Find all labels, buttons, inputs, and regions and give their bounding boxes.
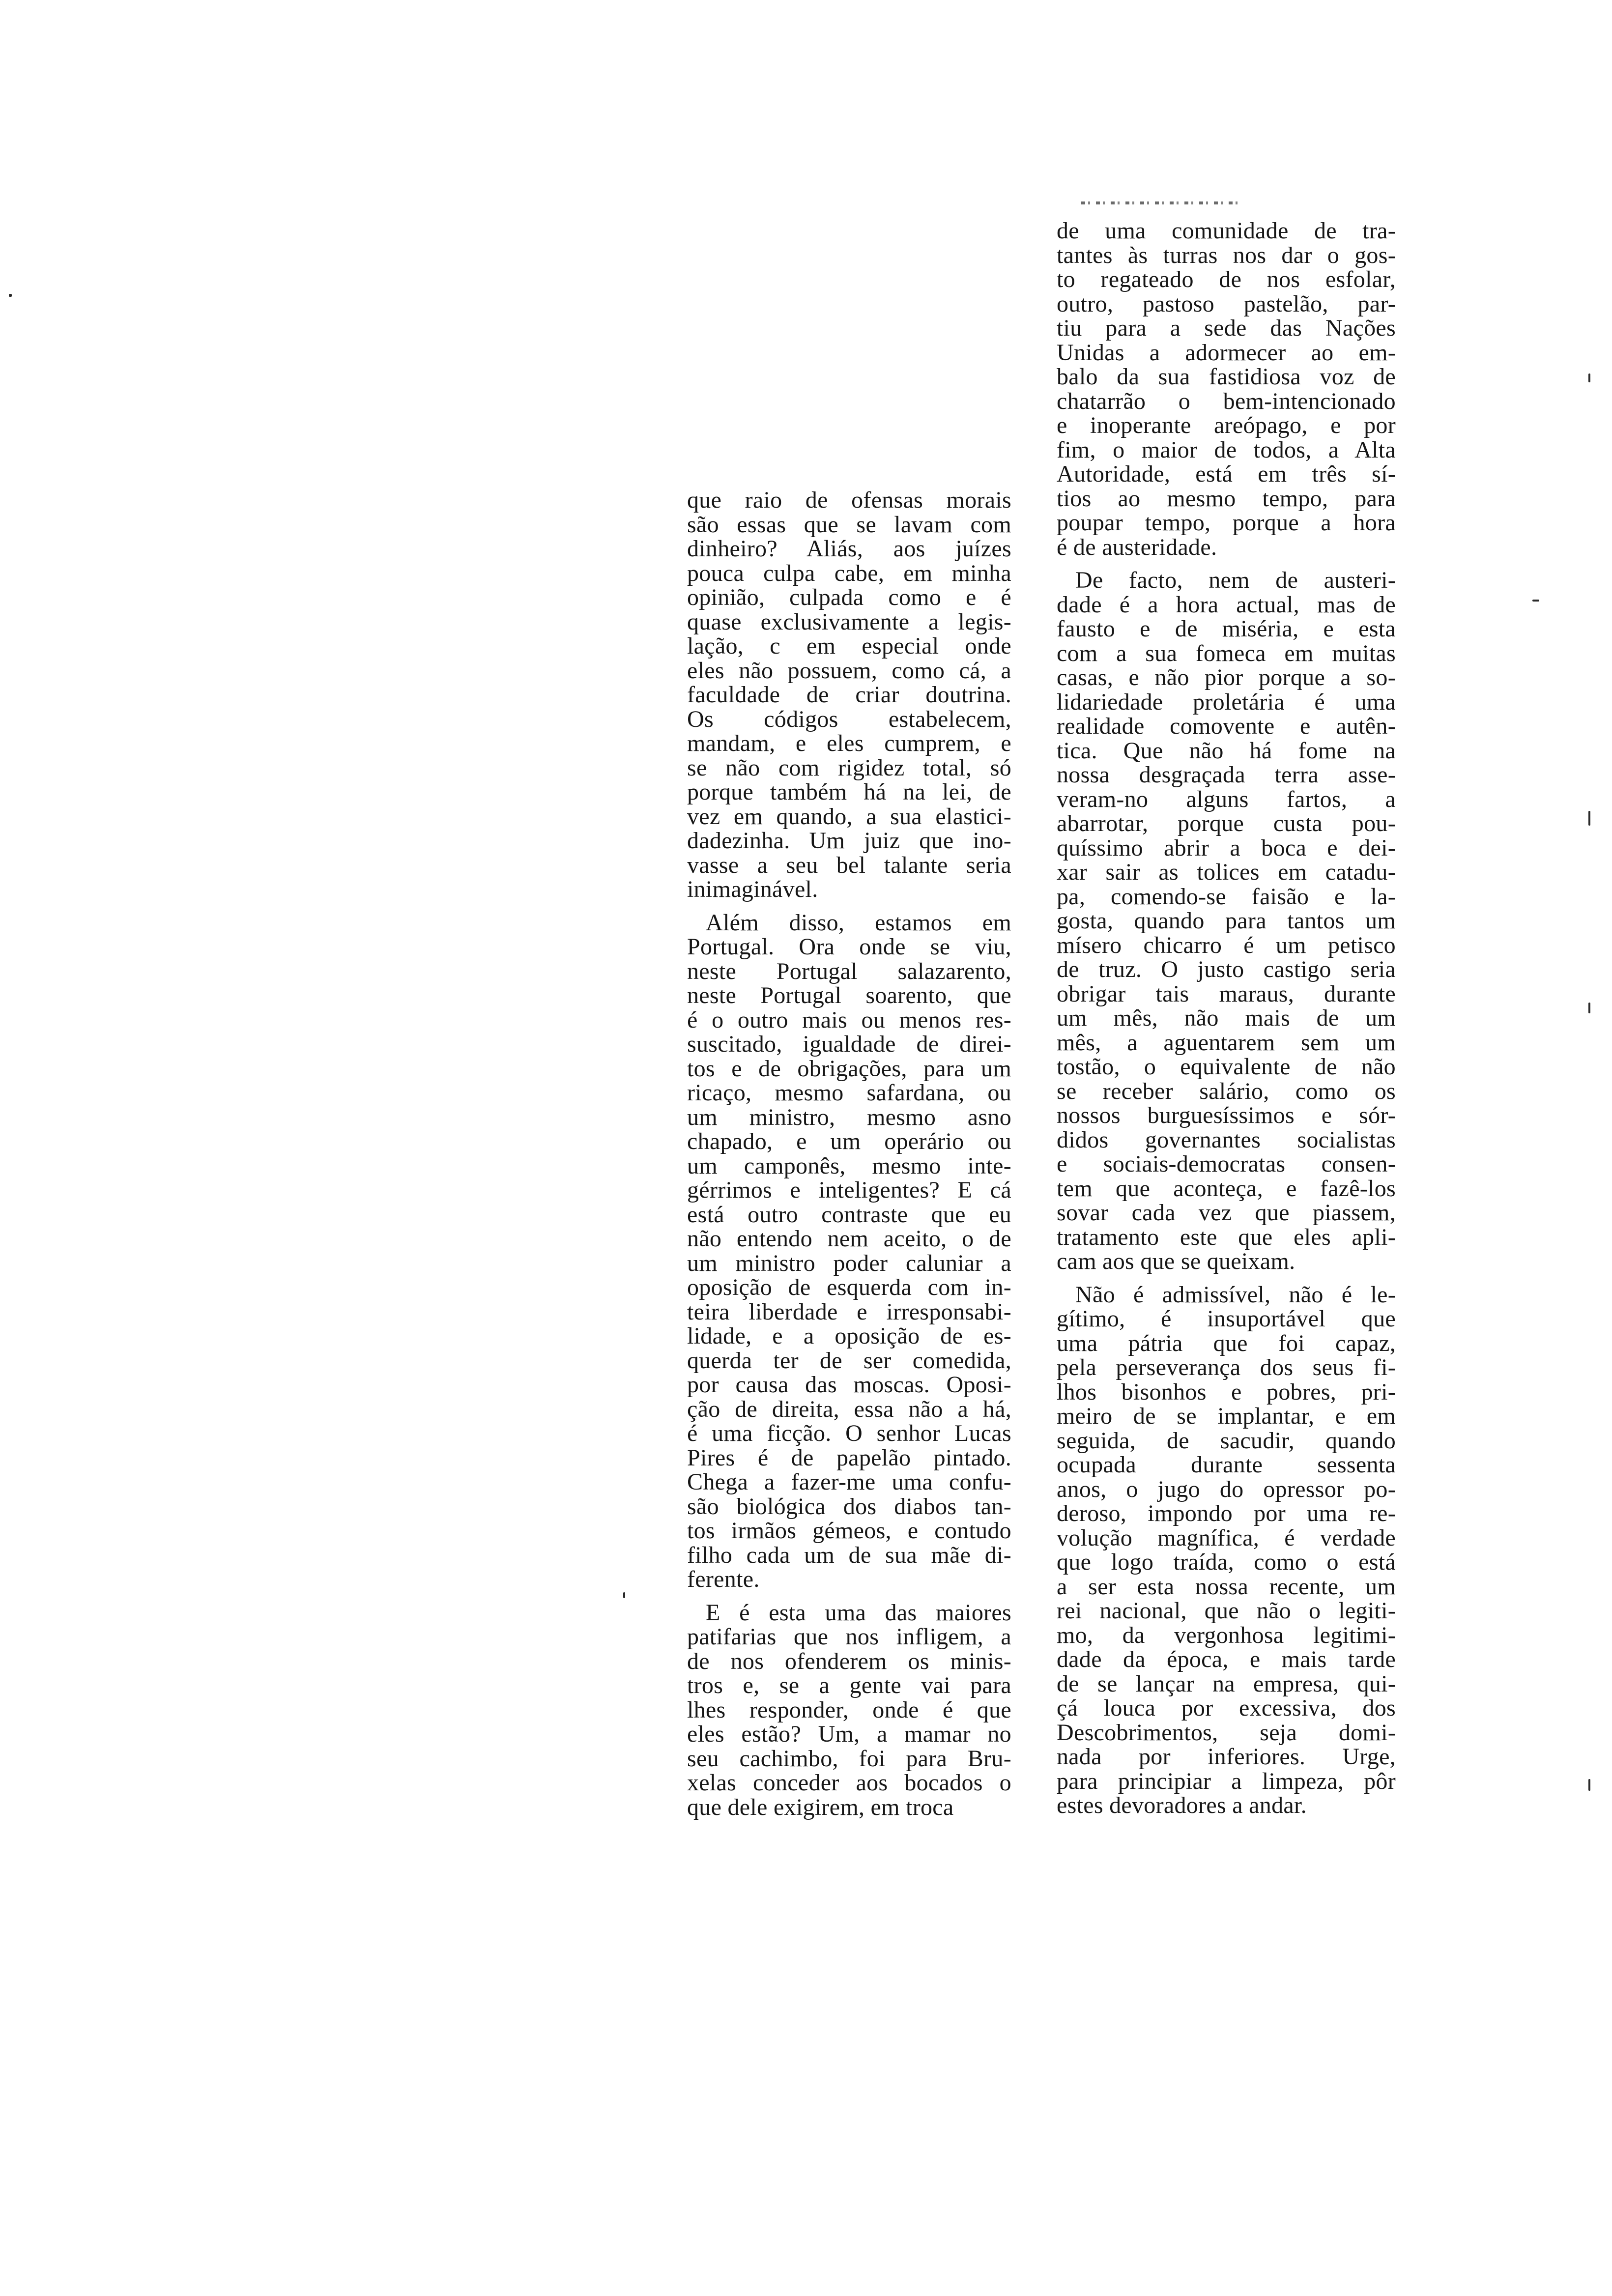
article-line: faculdade de criar doutrina.	[687, 682, 1011, 708]
article-line: inimaginável.	[687, 876, 818, 902]
article-paragraph	[1057, 1283, 1396, 1818]
scan-speck	[1532, 600, 1539, 602]
article-line: que dele exigirem, em troca	[687, 1794, 954, 1820]
article-line: com a sua fomeca em muitas	[1057, 640, 1396, 666]
article-line: De facto, nem de austeri-	[1075, 567, 1396, 593]
article-line: por causa das moscas. Oposi-	[687, 1372, 1011, 1398]
article-line: mandam, e eles cumprem, e	[687, 730, 1011, 756]
article-line: para principiar a limpeza, pôr	[1057, 1768, 1396, 1794]
article-line: e sociais-democratas consen-	[1057, 1151, 1396, 1177]
article-line: tios ao mesmo tempo, para	[1057, 485, 1396, 512]
article-line: xelas conceder aos bocados o	[687, 1770, 1011, 1796]
article-line: se receber salário, como os	[1057, 1078, 1396, 1104]
scan-speck	[1588, 1003, 1590, 1013]
article-line: de truz. O justo castigo seria	[1057, 956, 1396, 982]
article-paragraph	[687, 911, 1011, 1592]
article-line: pouca culpa cabe, em minha	[687, 560, 1011, 586]
article-line: anos, o jugo do opressor po-	[1057, 1476, 1396, 1502]
article-line: de nos ofenderem os minis-	[687, 1648, 1011, 1674]
article-line: çá louca por excessiva, dos	[1057, 1695, 1396, 1721]
article-paragraph	[1057, 568, 1396, 1274]
article-line: tem que aconteça, e fazê-los	[1057, 1175, 1396, 1202]
article-line: casas, e não pior porque a so-	[1057, 664, 1396, 690]
article-line: ocupada durante sessenta	[1057, 1452, 1396, 1478]
article-line: tiu para a sede das Nações	[1057, 315, 1396, 341]
article-line: filho cada um de sua mãe di-	[687, 1542, 1011, 1568]
article-line: neste Portugal soarento, que	[687, 982, 1011, 1008]
article-line: meiro de se implantar, e em	[1057, 1403, 1396, 1429]
article-line: chatarrão o bem-intencionado	[1057, 388, 1396, 414]
article-line: tos irmãos gémeos, e contudo	[687, 1518, 1011, 1544]
article-line: seguida, de sacudir, quando	[1057, 1427, 1396, 1454]
article-line: suscitado, igualdade de direi-	[687, 1031, 1011, 1057]
article-line: realidade comovente e autên-	[1057, 713, 1396, 739]
article-line: oposição de esquerda com in-	[687, 1274, 1011, 1300]
article-line: fausto e de miséria, e esta	[1057, 616, 1396, 642]
article-line: lhos bisonhos e pobres, pri-	[1057, 1378, 1396, 1405]
article-line: Portugal. Ora onde se viu,	[687, 934, 1011, 960]
article-line: é uma ficção. O senhor Lucas	[687, 1420, 1011, 1446]
article-line: são biológica dos diabos tan-	[687, 1493, 1011, 1520]
scan-speck	[623, 1592, 625, 1598]
article-line: neste Portugal salazarento,	[687, 958, 1011, 984]
article-line: volução magnífica, é verdade	[1057, 1524, 1396, 1551]
article-line: um mês, não mais de um	[1057, 1005, 1396, 1031]
article-line: to regateado de nos esfolar,	[1057, 266, 1396, 292]
article-line: tratamento este que eles apli-	[1057, 1224, 1396, 1250]
article-line: a ser esta nossa recente, um	[1057, 1573, 1396, 1600]
article-line: teira liberdade e irresponsabi-	[687, 1298, 1011, 1325]
article-line: outro, pastoso pastelão, par-	[1057, 290, 1396, 317]
article-line: vasse a seu bel talante seria	[687, 852, 1011, 878]
article-line: ferente.	[687, 1566, 760, 1592]
article-line: tostão, o equivalente de não	[1057, 1054, 1396, 1080]
article-line: pela perseverança dos seus fi-	[1057, 1354, 1396, 1380]
article-line: um ministro, mesmo asno	[687, 1104, 1011, 1130]
article-line: são essas que se lavam com	[687, 511, 1011, 538]
article-paragraph	[687, 1601, 1011, 1820]
scan-speck	[1588, 1779, 1590, 1791]
scan-speck	[1588, 811, 1590, 826]
article-line: Unidas a adormecer ao em-	[1057, 339, 1396, 366]
article-line: vez em quando, a sua elastici-	[687, 803, 1011, 830]
article-line: obrigar tais maraus, durante	[1057, 980, 1396, 1007]
article-line: se não com rigidez total, só	[687, 754, 1011, 781]
article-line: chapado, e um operário ou	[687, 1128, 1011, 1154]
article-line: mísero chicarro é um petisco	[1057, 932, 1396, 958]
article-line: lidariedade proletária é uma	[1057, 689, 1396, 715]
article-line: lhes responder, onde é que	[687, 1696, 1011, 1723]
article-line: dinheiro? Aliás, aos juízes	[687, 536, 1011, 562]
article-line: é o outro mais ou menos res-	[687, 1006, 1011, 1033]
article-line: rei nacional, que não o legiti-	[1057, 1598, 1396, 1624]
article-line: dadezinha. Um juiz que ino-	[687, 828, 1011, 854]
article-paragraph	[687, 488, 1011, 902]
article-line: Descobrimentos, seja domi-	[1057, 1719, 1396, 1746]
article-line: sovar cada vez que piassem,	[1057, 1200, 1396, 1226]
article-line: Chega a fazer-me uma confu-	[687, 1469, 1011, 1495]
article-line: didos governantes socialistas	[1057, 1126, 1396, 1153]
article-line: que raio de ofensas morais	[687, 487, 1011, 513]
article-line: ricaço, mesmo safardana, ou	[687, 1080, 1011, 1106]
article-line: nossos burguesíssimos e sór-	[1057, 1102, 1396, 1128]
article-line: é de austeridade.	[1057, 534, 1217, 560]
article-line: tantes às turras nos dar o gos-	[1057, 242, 1396, 268]
article-line: dade é a hora actual, mas de	[1057, 591, 1396, 618]
article-line: lação, c em especial onde	[687, 633, 1011, 659]
article-line: quase exclusivamente a legis-	[687, 608, 1011, 635]
article-line: tros e, se a gente vai para	[687, 1672, 1011, 1698]
article-line: uma pátria que foi capaz,	[1057, 1330, 1396, 1356]
article-line: deroso, impondo por uma re-	[1057, 1500, 1396, 1526]
article-paragraph	[1057, 219, 1396, 559]
article-line: Não é admissível, não é le-	[1075, 1281, 1396, 1308]
article-line: gérrimos e inteligentes? E cá	[687, 1177, 1011, 1203]
scan-noise-top	[1081, 201, 1243, 204]
article-line: balo da sua fastidiosa voz de	[1057, 364, 1396, 390]
article-line: nada por inferiores. Urge,	[1057, 1744, 1396, 1770]
article-line: tos e de obrigações, para um	[687, 1055, 1011, 1082]
article-line: abarrotar, porque custa pou-	[1057, 810, 1396, 836]
article-line: dade da época, e mais tarde	[1057, 1646, 1396, 1672]
article-line: fim, o maior de todos, a Alta	[1057, 436, 1396, 463]
article-line: seu cachimbo, foi para Bru-	[687, 1745, 1011, 1772]
article-line: opinião, culpada como e é	[687, 584, 1011, 610]
article-line: lidade, e a oposição de es-	[687, 1323, 1011, 1349]
article-line: um camponês, mesmo inte-	[687, 1152, 1011, 1179]
article-line: eles estão? Um, a mamar no	[687, 1721, 1011, 1747]
article-line: E é esta uma das maiores	[706, 1599, 1011, 1626]
article-line: um ministro poder caluniar a	[687, 1250, 1011, 1276]
article-line: estes devoradores a andar.	[1057, 1792, 1307, 1818]
article-line: Pires é de papelão pintado.	[687, 1444, 1011, 1471]
article-line: não entendo nem aceito, o de	[687, 1226, 1011, 1252]
article-column-left	[687, 488, 1011, 1819]
article-line: que logo traída, como o está	[1057, 1549, 1396, 1575]
article-line: nossa desgraçada terra asse-	[1057, 762, 1396, 788]
article-line: xar sair as tolices em catadu-	[1057, 859, 1396, 885]
article-line: Os códigos estabelecem,	[687, 706, 1011, 732]
article-line: poupar tempo, porque a hora	[1057, 510, 1396, 536]
article-line: pa, comendo-se faisão e la-	[1057, 883, 1396, 910]
article-line: e inoperante areópago, e por	[1057, 412, 1396, 438]
scan-speck	[1588, 373, 1590, 382]
article-line: mês, a aguentarem sem um	[1057, 1029, 1396, 1056]
article-line: cam aos que se queixam.	[1057, 1248, 1295, 1274]
article-line: quíssimo abrir a boca e dei-	[1057, 834, 1396, 861]
article-line: de uma comunidade de tra-	[1057, 218, 1396, 244]
article-line: está outro contraste que eu	[687, 1201, 1011, 1228]
article-line: gosta, quando para tantos um	[1057, 908, 1396, 934]
article-column-right	[1057, 219, 1396, 1818]
article-line: patifarias que nos infligem, a	[687, 1624, 1011, 1650]
article-line: querda ter de ser comedida,	[687, 1347, 1011, 1374]
article-line: porque também há na lei, de	[687, 779, 1011, 805]
article-line: eles não possuem, como cá, a	[687, 657, 1011, 684]
article-line: ção de direita, essa não a há,	[687, 1396, 1011, 1422]
article-line: Além disso, estamos em	[706, 909, 1011, 936]
scan-speck	[9, 294, 12, 297]
article-line: tica. Que não há fome na	[1057, 737, 1396, 764]
article-line: veram-no alguns fartos, a	[1057, 786, 1396, 812]
article-line: Autoridade, está em três sí-	[1057, 461, 1396, 487]
article-line: gítimo, é insuportável que	[1057, 1306, 1396, 1332]
article-line: de se lançar na empresa, qui-	[1057, 1670, 1396, 1697]
article-line: mo, da vergonhosa legitimi-	[1057, 1622, 1396, 1648]
